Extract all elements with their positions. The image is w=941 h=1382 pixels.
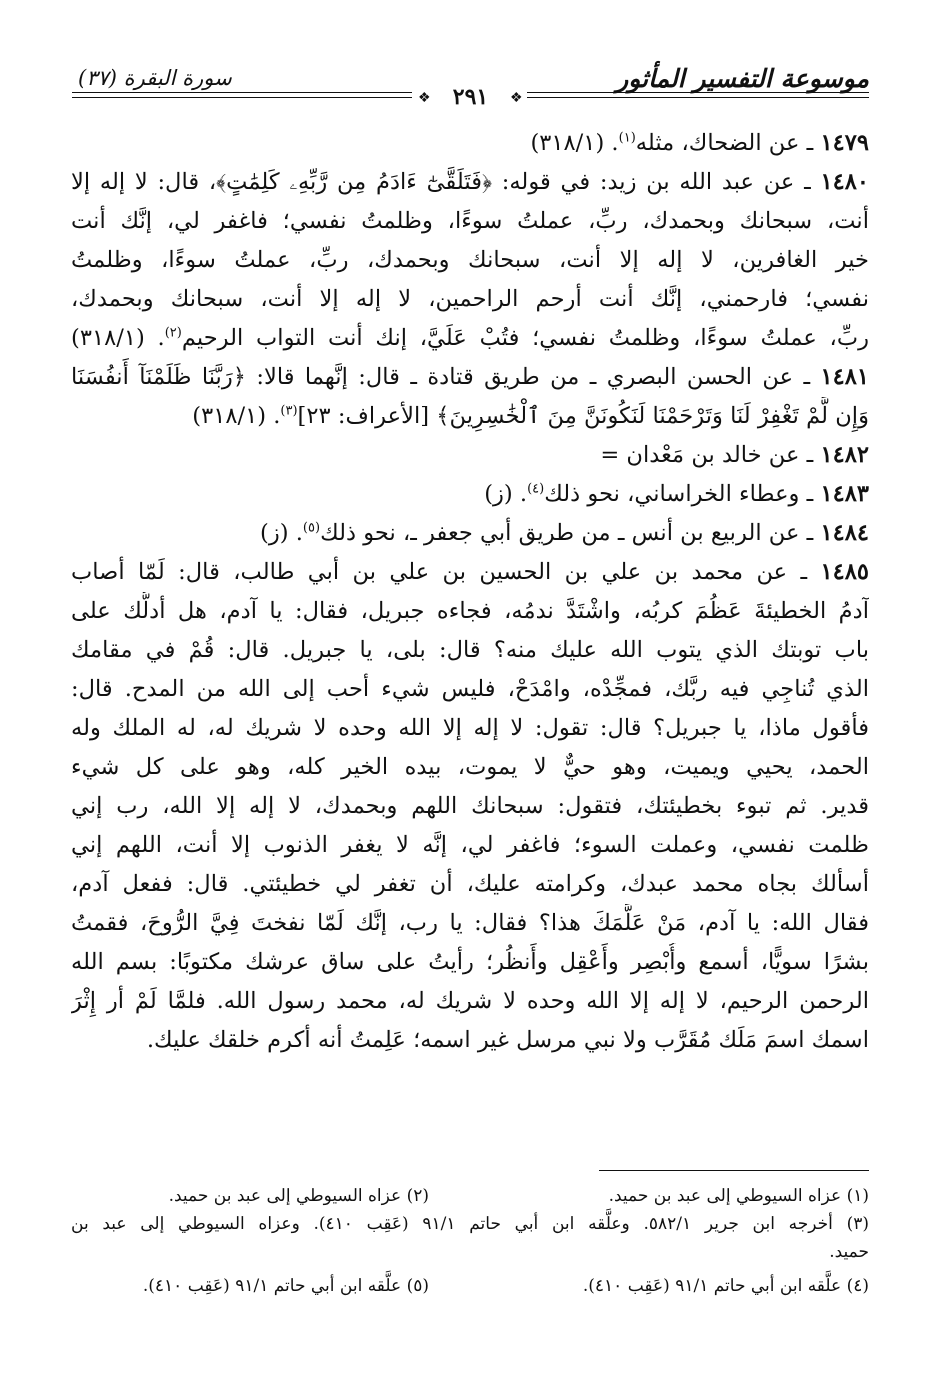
surah-label: سورة البقرة (٣٧) bbox=[78, 66, 232, 90]
entry-number: ١٤٧٩ bbox=[820, 130, 869, 156]
line-text: فأقول ماذا، يا جبريل؟ قال: تقول: لا إله إلا الله وحده لا شريك له، له الملك وله bbox=[71, 715, 869, 741]
body-line bbox=[71, 475, 869, 514]
body-line bbox=[71, 202, 869, 241]
body-line bbox=[71, 904, 869, 943]
ornament-left-icon: ❖ bbox=[418, 90, 431, 106]
line-text: ربِّ، عملتُ سوءًا، وظلمتُ نفسي؛ فتُبْ عَلَيَّ، إنك أنت التواب الرحيم bbox=[181, 325, 869, 351]
body-line bbox=[71, 319, 869, 358]
line-text: قدير. ثم تبوء بخطيئتك، فتقول: سبحانك اللهم وبحمدك، لا إله إلا الله، رب إني bbox=[71, 793, 869, 819]
footnote-ref: (٣) bbox=[280, 403, 298, 419]
line-text: الذي تُناجِي فيه ربَّك، فمجِّدْه، وامْدَحْ، فليس شيء أحب إلى الله من المدح. قال: bbox=[71, 676, 869, 702]
body-line bbox=[71, 358, 869, 397]
footnote-ref: (٤) bbox=[527, 481, 545, 497]
line-text: نفسي؛ فارحمني، إنَّك أنت أرحم الراحمين، لا إله إلا أنت، سبحانك وبحمدك، bbox=[71, 286, 869, 312]
line-tail: . (ز) bbox=[260, 520, 303, 546]
line-tail: . (٣١٨/١) bbox=[192, 403, 281, 429]
body-line bbox=[71, 397, 869, 436]
body-line bbox=[71, 865, 869, 904]
line-text: آدمُ الخطيئةَ عَظُمَ كربُه، واشْتَدَّ ندمُه، فجاءه جبريل، فقال: يا آدم، هل أدلُّك على bbox=[71, 598, 869, 624]
line-text: أنت، سبحانك وبحمدك، ربِّ، عملتُ سوءًا، وظلمتُ نفسي؛ فاغفر لي، إنَّك أنت bbox=[71, 208, 869, 234]
line-text: أسألك بجاه محمد عبدك، وكرامته عليك، أن تغفر لي خطيئتي. قال: ففعل آدم، bbox=[71, 871, 869, 897]
line-text: بشرًا سويًّا، أسمع وأُبْصِر وأَعْقِل وأَنظُر؛ رأيتُ على ساق عرشك مكتوبًا: بسم الله bbox=[71, 949, 869, 975]
body-line bbox=[71, 943, 869, 982]
body-line bbox=[71, 982, 869, 1021]
body-line bbox=[71, 592, 869, 631]
body-text bbox=[71, 124, 869, 1060]
line-tail: . (٣١٨/١) bbox=[71, 325, 165, 351]
footnote-4: (٤) علَّقه ابن أبي حاتم ٩١/١ (عَقِب ٤١٠). bbox=[582, 1276, 869, 1296]
line-text: باب توبتك الذي يتوب الله عليك منه؟ قال: بلى، يا جبريل. قال: قُمْ في مقامك bbox=[71, 637, 869, 663]
body-line bbox=[71, 514, 869, 553]
body-line bbox=[71, 709, 869, 748]
footnote-1: (١) عزاه السيوطي إلى عبد بن حميد. bbox=[608, 1186, 869, 1206]
entry-number: ١٤٨٢ bbox=[820, 442, 869, 468]
footnote-2: (٢) عزاه السيوطي إلى عبد بن حميد. bbox=[168, 1186, 429, 1206]
footnotes bbox=[71, 1182, 869, 1300]
line-text: اسمك اسمَ مَلَك مُقَرَّب ولا نبي مرسل غير اسمه؛ عَلِمتُ أنه أكرم خلقك عليك. bbox=[146, 1027, 869, 1053]
ornament-right-icon: ❖ bbox=[510, 90, 523, 106]
line-text: ظلمت نفسي، وعملت السوء؛ فاغفر لي، إنَّه لا يغفر الذنوب إلا أنت، اللهم إني bbox=[71, 832, 869, 858]
line-tail: . (ز) bbox=[484, 481, 528, 507]
footnote-ref: (٥) bbox=[302, 520, 321, 536]
body-line bbox=[71, 631, 869, 670]
line-text: ـ عن الحسن البصري ـ من طريق قتادة ـ قال: إنَّهما قالا: ﴿رَبَّنَا ظَلَمْنَآ أَنفُسَنَا bbox=[71, 364, 821, 390]
entry-number: ١٤٨٤ bbox=[820, 520, 869, 546]
body-line bbox=[71, 280, 869, 319]
body-line bbox=[71, 124, 869, 163]
line-tail: . (٣١٨/١) bbox=[530, 130, 619, 156]
entry-number: ١٤٨٣ bbox=[820, 481, 869, 507]
body-line bbox=[71, 670, 869, 709]
line-text: ـ عن عبد الله بن زيد: في قوله: ﴿فَتَلَقَّىٰٓ ءَادَمُ مِن رَّبِّهِۦ كَلِمَٰتٍ﴾، قال: لا إله إلا bbox=[71, 169, 821, 195]
footnote-3-line1: (٣) أخرجه ابن جرير ٥٨٢/١. وعلَّقه ابن أبي حاتم ٩١/١ (عَقِب ٤١٠). وعزاه السيوطي إلى عبد بن bbox=[71, 1214, 869, 1234]
book-title: موسوعة التفسير المأثور bbox=[616, 63, 869, 93]
line-text: فقال الله: يا آدم، مَنْ عَلَّمَكَ هذا؟ فقال: يا رب، إنَّك لَمّا نفختَ فِيَّ الرُّوحَ، فقمتُ bbox=[71, 910, 869, 936]
body-line bbox=[71, 826, 869, 865]
footnote-ref: (١) bbox=[618, 130, 636, 146]
line-text: ـ عن الضحاك، مثله bbox=[635, 130, 821, 156]
body-line bbox=[71, 748, 869, 787]
body-line bbox=[71, 787, 869, 826]
footnote-3-line2: حميد. bbox=[829, 1242, 869, 1262]
footnote-5: (٥) علَّقه ابن أبي حاتم ٩١/١ (عَقِب ٤١٠). bbox=[142, 1276, 429, 1296]
body-line bbox=[71, 1021, 869, 1060]
footnote-ref: (٢) bbox=[164, 325, 182, 341]
line-text: ـ عن خالد بن مَعْدان = bbox=[600, 442, 821, 468]
page-number: ٢٩١ bbox=[0, 84, 941, 110]
body-line bbox=[71, 163, 869, 202]
footnote-rule bbox=[599, 1170, 869, 1171]
line-text: الرحمن الرحيم، لا إله إلا الله وحده لا شريك له، محمد رسول الله. فلمَّا لَمْ أر إِثْرَ bbox=[71, 988, 869, 1014]
line-text: ـ عن الربيع بن أنس ـ من طريق أبي جعفر ـ، نحو ذلك bbox=[320, 520, 821, 546]
body-line bbox=[71, 553, 869, 592]
entry-number: ١٤٨٥ bbox=[820, 559, 869, 585]
body-line bbox=[71, 241, 869, 280]
entry-number: ١٤٨١ bbox=[820, 364, 869, 390]
entry-number: ١٤٨٠ bbox=[820, 169, 869, 195]
line-text: وَإِن لَّمْ تَغْفِرْ لَنَا وَتَرْحَمْنَا لَنَكُونَنَّ مِنَ ٱلْخَٰسِرِينَ﴾ [الأعراف: ٢٣] bbox=[297, 403, 869, 429]
line-text: الحمد، يحيي ويميت، وهو حيٌّ لا يموت، بيده الخير كله، وهو على كل شيء bbox=[71, 754, 869, 780]
line-text: ـ عن محمد بن علي بن الحسين بن علي بن أبي طالب، قال: لَمّا أصاب bbox=[71, 559, 821, 585]
line-text: خير الغافرين، لا إله إلا أنت، سبحانك وبحمدك، ربِّ، عملتُ سوءًا، وظلمتُ bbox=[71, 247, 869, 273]
line-text: ـ وعطاء الخراساني، نحو ذلك bbox=[544, 481, 821, 507]
body-line bbox=[71, 436, 869, 475]
